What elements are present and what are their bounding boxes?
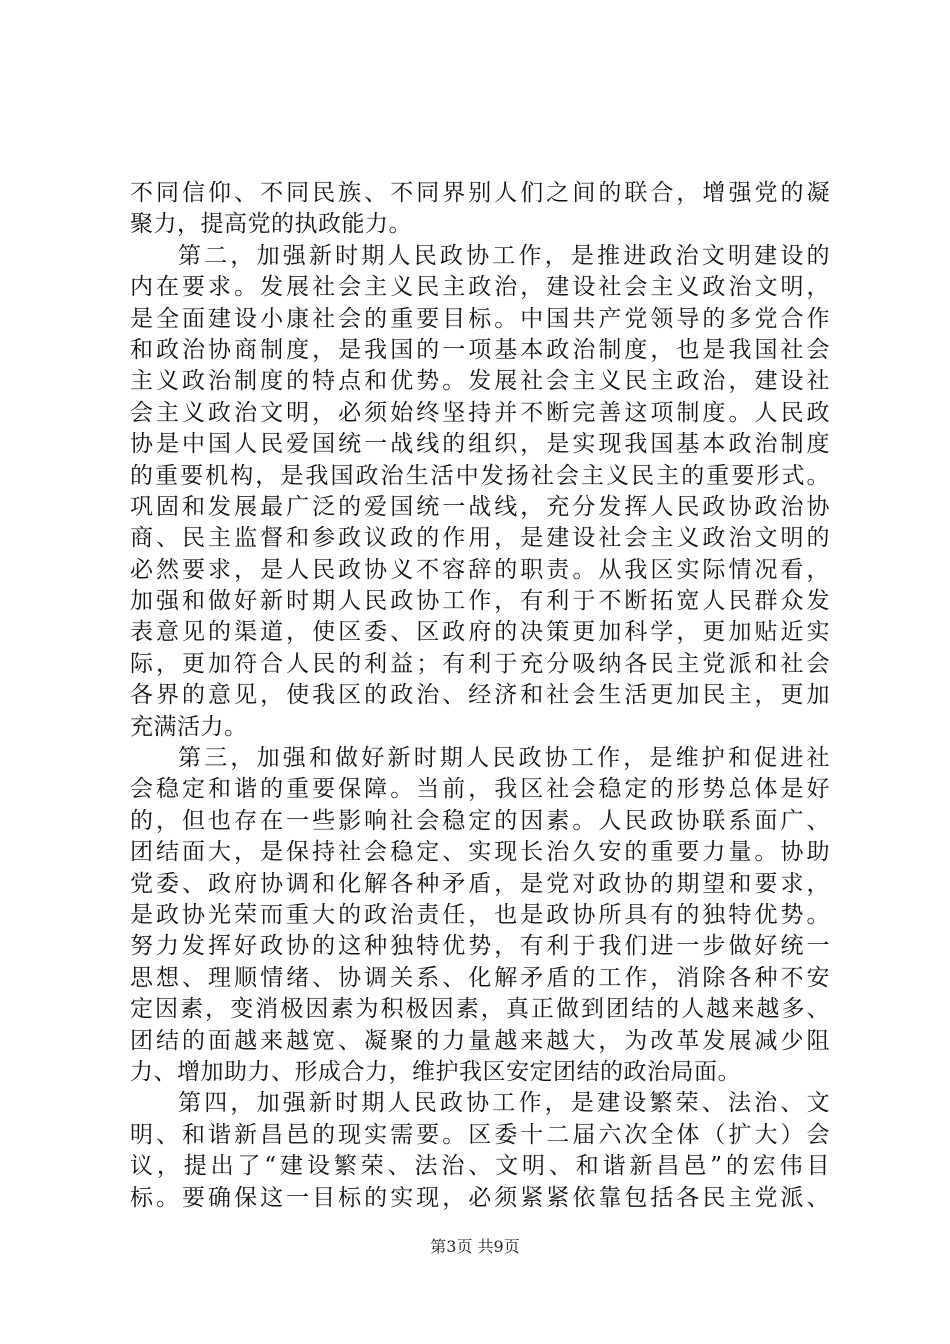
text-line: 加强和做好新时期人民政协工作，有利于不断拓宽人民群众发 [130,588,830,615]
text-line: 和政治协商制度，是我国的一项基本政治制度，也是我国社会 [130,336,830,363]
document-body [130,178,830,1214]
text-line: 团结的面越来越宽、凝聚的力量越来越大，为改革发展减少阻 [130,1027,830,1054]
text-line: 团结面大，是保持社会稳定、实现长治久安的重要力量。协助 [130,839,830,866]
text-line: 表意见的渠道，使区委、区政府的决策更加科学，更加贴近实 [130,619,830,646]
text-line: 协是中国人民爱国统一战线的组织，是实现我国基本政治制度 [130,431,830,458]
text-line: 思想、理顺情绪、协调关系、化解矛盾的工作，消除各种不安 [130,964,830,991]
text-line: 巩固和发展最广泛的爱国统一战线，充分发挥人民政协政治协 [130,493,830,520]
text-line: 的重要机构，是我国政治生活中发扬社会主义民主的重要形式。 [130,462,830,489]
text-line: 党委、政府协调和化解各种矛盾，是党对政协的期望和要求， [130,870,830,897]
text-line: 力、增加助力、形成合力，维护我区安定团结的政治局面。 [130,1058,741,1085]
text-line: 必然要求，是人民政协义不容辞的职责。从我区实际情况看， [130,556,830,583]
text-line: 第二，加强新时期人民政协工作，是推进政治文明建设的 [178,242,830,269]
text-line: 会稳定和谐的重要保障。当前，我区社会稳定的形势总体是好 [130,776,830,803]
text-line: 努力发挥好政协的这种独特优势，有利于我们进一步做好统一 [130,933,830,960]
text-line: 议，提出了“建设繁荣、法治、文明、和谐新昌邑”的宏伟目 [130,1153,830,1180]
text-line: 聚力，提高党的执政能力。 [130,211,412,238]
text-line: 际，更加符合人民的利益；有利于充分吸纳各民主党派和社会 [130,650,830,677]
text-line: 明、和谐新昌邑的现实需要。区委十二届六次全体（扩大）会 [130,1121,830,1148]
text-line: 内在要求。发展社会主义民主政治，建设社会主义政治文明， [130,274,830,301]
text-line: 不同信仰、不同民族、不同界别人们之间的联合，增强党的凝 [130,180,830,206]
text-line: 第三，加强和做好新时期人民政协工作，是维护和促进社 [178,745,830,772]
text-line: 各界的意见，使我区的政治、经济和社会生活更加民主，更加 [130,682,830,709]
page-footer: 第3页 共9页 [430,1237,520,1256]
text-line: 是政协光荣而重大的政治责任，也是政协所具有的独特优势。 [130,901,830,928]
text-line: 是全面建设小康社会的重要目标。中国共产党领导的多党合作 [130,305,830,332]
text-line: 充满活力。 [130,713,248,740]
text-line: 第四，加强新时期人民政协工作，是建设繁荣、法治、文 [178,1090,830,1117]
text-line: 商、民主监督和参政议政的作用，是建设社会主义政治文明的 [130,525,830,552]
text-line: 标。要确保这一目标的实现，必须紧紧依靠包括各民主党派、 [130,1184,830,1211]
text-line: 会主义政治文明，必须始终坚持并不断完善这项制度。人民政 [130,399,830,426]
text-line: 定因素，变消极因素为积极因素，真正做到团结的人越来越多、 [130,996,830,1023]
text-line: 的，但也存在一些影响社会稳定的因素。人民政协联系面广、 [130,807,830,834]
text-line: 主义政治制度的特点和优势。发展社会主义民主政治，建设社 [130,368,830,395]
